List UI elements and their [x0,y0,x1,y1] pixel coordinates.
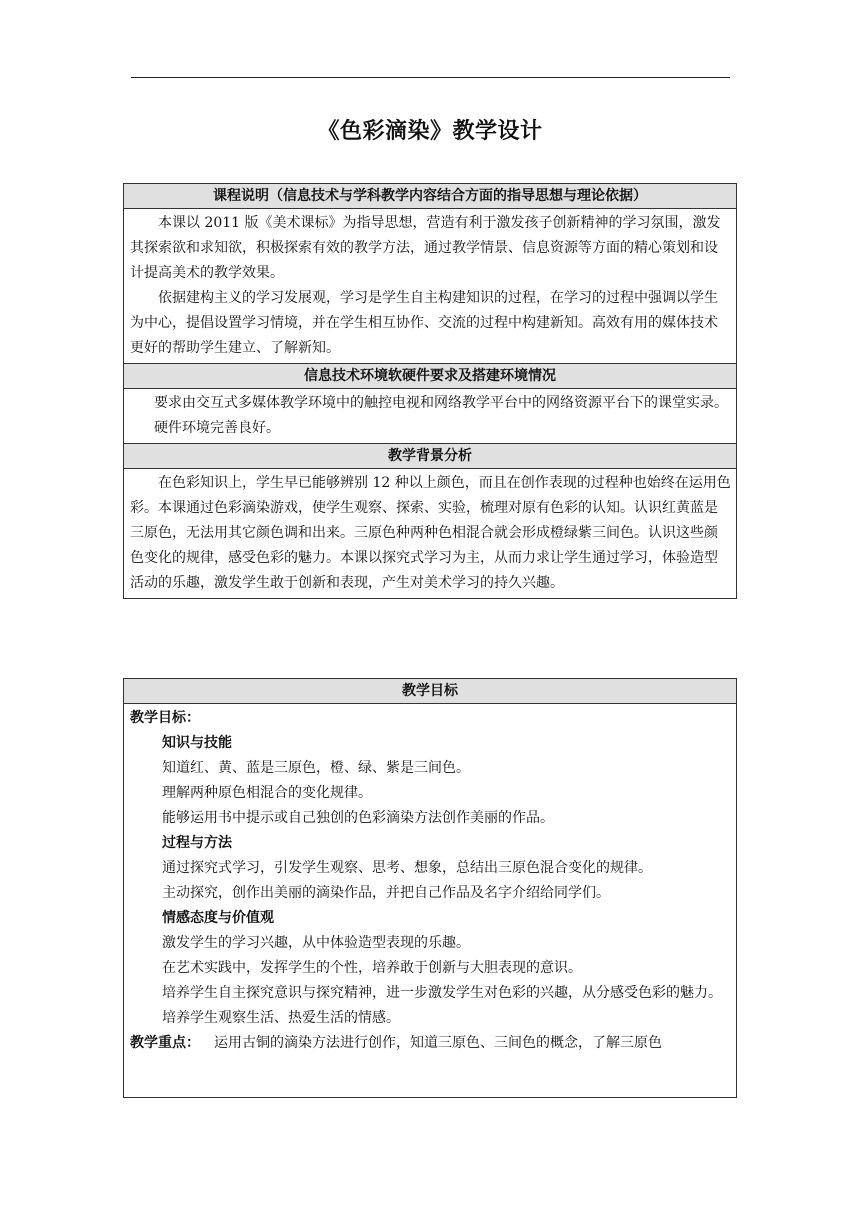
course-description-paragraph: 依据建构主义的学习发展观，学习是学生自主构建知识的过程，在学习的过程中强调以学生为中心，提倡设置学习情境，并在学生相互协作、交流的过程中构建新知。高效有用的媒体技术更好的帮助学生建立、了解新知。 [130,290,718,356]
emotion-values-title: 情感态度与价值观 [162,910,274,926]
background-analysis-heading: 教学背景分析 [124,444,736,469]
lesson-info-table [123,183,737,599]
environment-heading: 信息技术环境软硬件要求及搭建环境情况 [124,364,736,389]
goal-item: 通过探究式学习，引发学生观察、思考、想象，总结出三原色混合变化的规律。 [162,860,652,876]
goal-item: 在艺术实践中，发挥学生的个性，培养敢于创新与大胆表现的意识。 [162,960,582,976]
document-title: 《色彩滴染》教学设计 [317,119,543,144]
goal-item: 激发学生的学习兴趣，从中体验造型表现的乐趣。 [162,935,470,951]
background-analysis-body [124,469,736,598]
knowledge-skills-title: 知识与技能 [162,735,232,751]
goal-item: 培养学生观察生活、热爱生活的情感。 [162,1010,400,1026]
goal-item: 理解两种原色相混合的变化规律。 [162,785,372,801]
course-description-paragraph: 本课以 2011 版《美术课标》为指导思想，营造有利于激发孩子创新精神的学习氛围，激发其探索欲和求知欲，积极探索有效的教学方法，通过教学情景、信息资源等方面的精心策划和设计提高美术的教学效果。 [130,215,721,281]
teaching-goals-heading: 教学目标 [124,679,736,704]
process-methods-title: 过程与方法 [162,835,232,851]
teaching-focus-text: 运用古铜的滴染方法进行创作，知道三原色、三间色的概念，了解三原色 [214,1035,662,1051]
goal-item: 培养学生自主探究意识与探究精神，进一步激发学生对色彩的兴趣，从分感受色彩的魅力。 [162,985,722,1001]
teaching-focus-row [130,1031,731,1056]
course-description-heading: 课程说明（信息技术与学科教学内容结合方面的指导思想与理论依据） [124,184,736,209]
course-description-body [124,209,736,364]
teaching-goals-body [124,704,736,1058]
header-rule [131,77,730,78]
teaching-goals-label: 教学目标： [130,710,200,726]
environment-body [124,389,736,444]
goal-item: 主动探究，创作出美丽的滴染作品，并把自己作品及名字介绍给同学们。 [162,885,610,901]
environment-paragraph: 硬件环境完善良好。 [154,420,280,436]
environment-paragraph: 要求由交互式多媒体教学环境中的触控电视和网络教学平台中的网络资源平台下的课堂实录。 [154,395,728,411]
goal-item: 能够运用书中提示或自己独创的色彩滴染方法创作美丽的作品。 [162,810,554,826]
background-analysis-paragraph: 在色彩知识上，学生早已能够辨别 12 种以上颜色，而且在创作表现的过程种也始终在运用色彩。本课通过色彩滴染游戏，使学生观察、探索、实验，梳理对原有色彩的认知。认识红黄蓝是三原色，无法用其它颜色调和出来。三原色种两种色相混合就会形成橙绿紫三间色。认识这些颜色变化的规律，感受色彩的魅力。本课以探究式学习为主，从而力求让学生通过学习，体验造型活动的乐趣，激发学生敢于创新和表现，产生对美术学习的持久兴趣。 [130,475,731,591]
teaching-focus-label: 教学重点： [130,1035,200,1051]
teaching-goals-table [123,678,737,1098]
goal-item: 知道红、黄、蓝是三原色，橙、绿、紫是三间色。 [162,760,470,776]
